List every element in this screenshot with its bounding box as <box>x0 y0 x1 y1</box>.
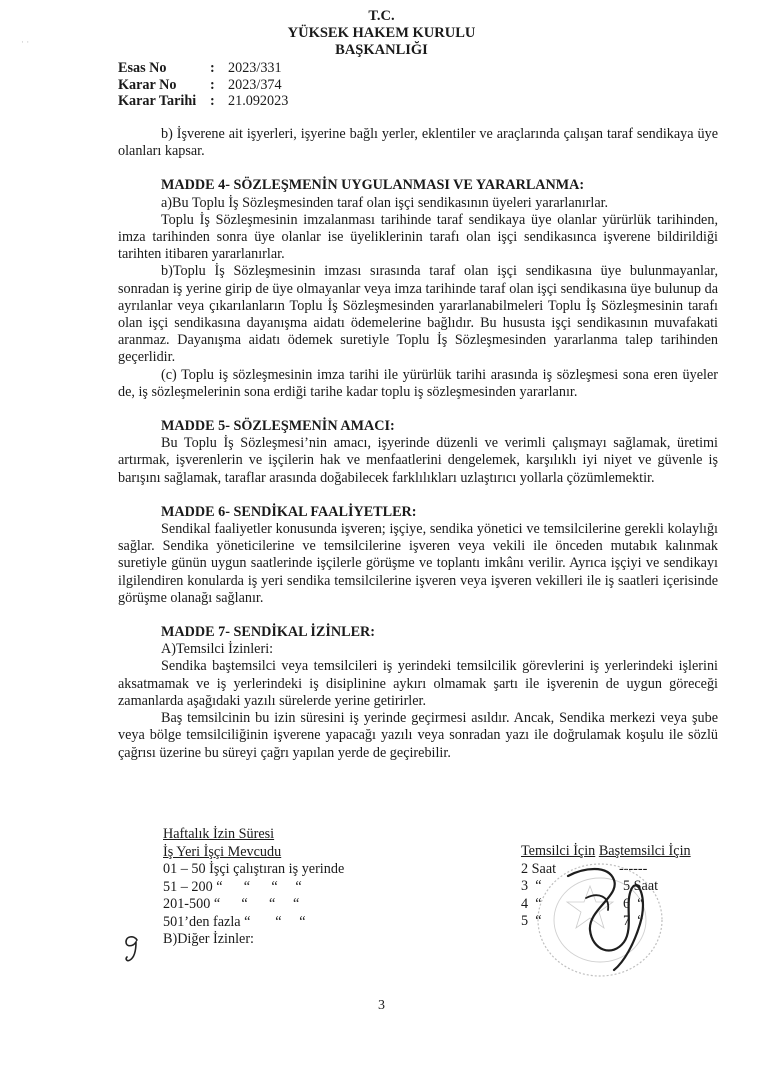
izin-col1-header: Temsilci İçin <box>521 843 596 859</box>
izin-bas-value: 7 “ <box>623 913 644 929</box>
meta-sep: : <box>210 76 215 93</box>
meta-key: Esas No <box>118 60 167 76</box>
izin-bas-value: ------ <box>619 860 648 877</box>
meta-row-karar <box>118 77 288 94</box>
madde4-p4: (c) Toplu iş sözleşmesinin imza tarihi ile yürürlük tarihi arasında iş sözleşmesi sona eren üyeler de, iş sözleşmelerinin sona erdiği tarihe kadar toplu iş sözleşmesinden yararlanır. <box>118 366 718 400</box>
izin-temsilci-value: 5 “ <box>521 913 542 929</box>
izin-bas-value: 6 “ <box>623 895 644 912</box>
meta-row-karar-tarihi <box>118 93 288 110</box>
meta-key: Karar Tarihi <box>118 93 197 109</box>
izin-temsilci-value: 3 “ <box>521 878 542 894</box>
izin-bas-value: 5 Saat <box>623 878 659 894</box>
madde7-sub: A)Temsilci İzinleri: <box>161 641 274 658</box>
madde4-p1: a)Bu Toplu İş Sözleşmesinden taraf olan işçi sendikasının üyeleri yararlanırlar. <box>161 194 609 211</box>
izin-table-left <box>163 826 344 949</box>
case-metadata <box>118 60 288 110</box>
meta-row-esas <box>118 60 288 77</box>
madde4-p2: Toplu İş Sözleşmesinin imzalanması tarihinde taraf sendikaya üye olanlar yürürlük tarihinden, imza tarihinden sonra üye olanlar ise üyeliklerinin tarafı olan işçi sendikasınca işverene bildirildiği tarihten itibaren yararlanırlar. <box>118 211 718 263</box>
page-number: 3 <box>378 998 385 1013</box>
izin-temsilci-value: 4 “ <box>521 895 542 912</box>
izin-row-range: 01 – 50 İşçi çalıştıran iş yerinde <box>163 861 345 877</box>
madde7-p2: Baş temsilcinin bu izin süresini iş yerinde geçirmesi asıldır. Ancak, Sendika merkezi veya şube veya bölge temsilciliğinin işverene yapacağı yazılı veya sonradan yazı ile doğrulamak koşulu ile sözlü çağrısı üzerine bu süreyi çağrı yapılan yerde de geçirebilir. <box>118 710 718 761</box>
izin-table-col0-header: İş Yeri İşçi Mevcudu <box>163 843 282 860</box>
madde6-title: MADDE 6- SENDİKAL FAALİYETLER: <box>161 503 417 520</box>
meta-key: Karar No <box>118 76 177 93</box>
official-seal-and-signature <box>528 858 664 980</box>
madde7-p1: Sendika baştemsilci veya temsilcileri iş yerindeki temsilcilik görevlerini iş yerlerindeki işlerini aksatmamak ve iş yerlerindeki iş disiplinine aykırı olmamak şartı ile işverenin de uygun göreceği zamanlarda aşağıdaki yazılı sürelerde yerine getirirler. <box>118 658 718 709</box>
madde4-p3: b)Toplu İş Sözleşmesinin imzası sırasında taraf olan işçi sendikasına üye bulunmayanlar, sonradan iş yerine girip de üye olmayanlar veya imza tarihinde taraf olan işçi sendikasına üye bulunup da ayrılanlar veya çıkarılanların Toplu İş Sözleşmesinden yararlanabilmeleri Toplu İş Sözleşmesinin tarafı olan işçi sendikasına dayanışma aidatı ödemelerine bağlıdır. Bu hususta işçi sendikasının muvafakati aranmaz. Dayanışma aidatı ödemek suretiyle Toplu İş Sözleşmesinden yararlanma talep tarihinden geçerlidir. <box>118 263 718 366</box>
header-tc: T.C. <box>368 8 395 24</box>
meta-sep: : <box>210 60 215 76</box>
intro-paragraph-b: b) İşverene ait işyerleri, işyerine bağlı yerler, eklentiler ve araçlarında çalışan taraf sendikaya üye olanları kapsar. <box>118 126 718 160</box>
meta-value: 21.092023 <box>228 93 289 109</box>
diger-izinler-heading: B)Diğer İzinler: <box>163 931 254 947</box>
madde5-title: MADDE 5- SÖZLEŞMENİN AMACI: <box>161 418 395 435</box>
document-body <box>118 126 718 762</box>
header-institution: YÜKSEK HAKEM KURULU <box>287 25 476 41</box>
scan-dot-mark: · · <box>21 37 30 47</box>
meta-value: 2023/331 <box>228 60 282 76</box>
madde5-p1: Bu Toplu İş Sözleşmesi’nin amacı, işyerinde düzenli ve verimli çalışmayı sağlamak, üretimi artırmak, işverenlerin ve işçilerin hak ve menfaatlerini dengelemek, karşılıklı iyi niyet ve güvenle iş barışını sağlamak, taraflar arasında doğabilecek farklılıkları uzlaştırıcı yollarla çözümlemektir. <box>118 435 718 486</box>
madde4-title: MADDE 4- SÖZLEŞMENİN UYGULANMASI VE YARARLANMA: <box>161 177 585 194</box>
izin-row-range: 201-500 “ “ “ “ <box>163 896 300 912</box>
izin-table-title: Haftalık İzin Süresi <box>163 826 275 842</box>
meta-sep: : <box>210 93 215 109</box>
izin-col2-header: Baştemsilci İçin <box>598 843 691 859</box>
handwritten-initial <box>121 933 143 963</box>
madde6-p1: Sendikal faaliyetler konusunda işveren; işçiye, sendika yönetici ve temsilcilerine gerekli kolaylığı sağlar. Sendika yöneticilerine ve temsilcilerine işveren veya vekili ile önceden mutabık kalınmak suretiyle günün uygun saatlerinde işçilerle görüşme ve toplantı imkânı verilir. Ayrıca işçiyi ve sendikayı ilgilendiren konularda iş yeri sendika temsilcilerine işveren veya işveren vekilleri ile iş saatleri içerisinde görüşme olanağı sağlanır. <box>118 521 718 606</box>
madde7-title: MADDE 7- SENDİKAL İZİNLER: <box>161 624 376 641</box>
meta-value: 2023/374 <box>228 76 282 93</box>
header-department: BAŞKANLIĞI <box>335 42 428 58</box>
izin-row-range: 501’den fazla “ “ “ <box>163 913 306 930</box>
izin-row-range: 51 – 200 “ “ “ “ <box>163 878 302 895</box>
izin-temsilci-value: 2 Saat <box>521 860 557 877</box>
